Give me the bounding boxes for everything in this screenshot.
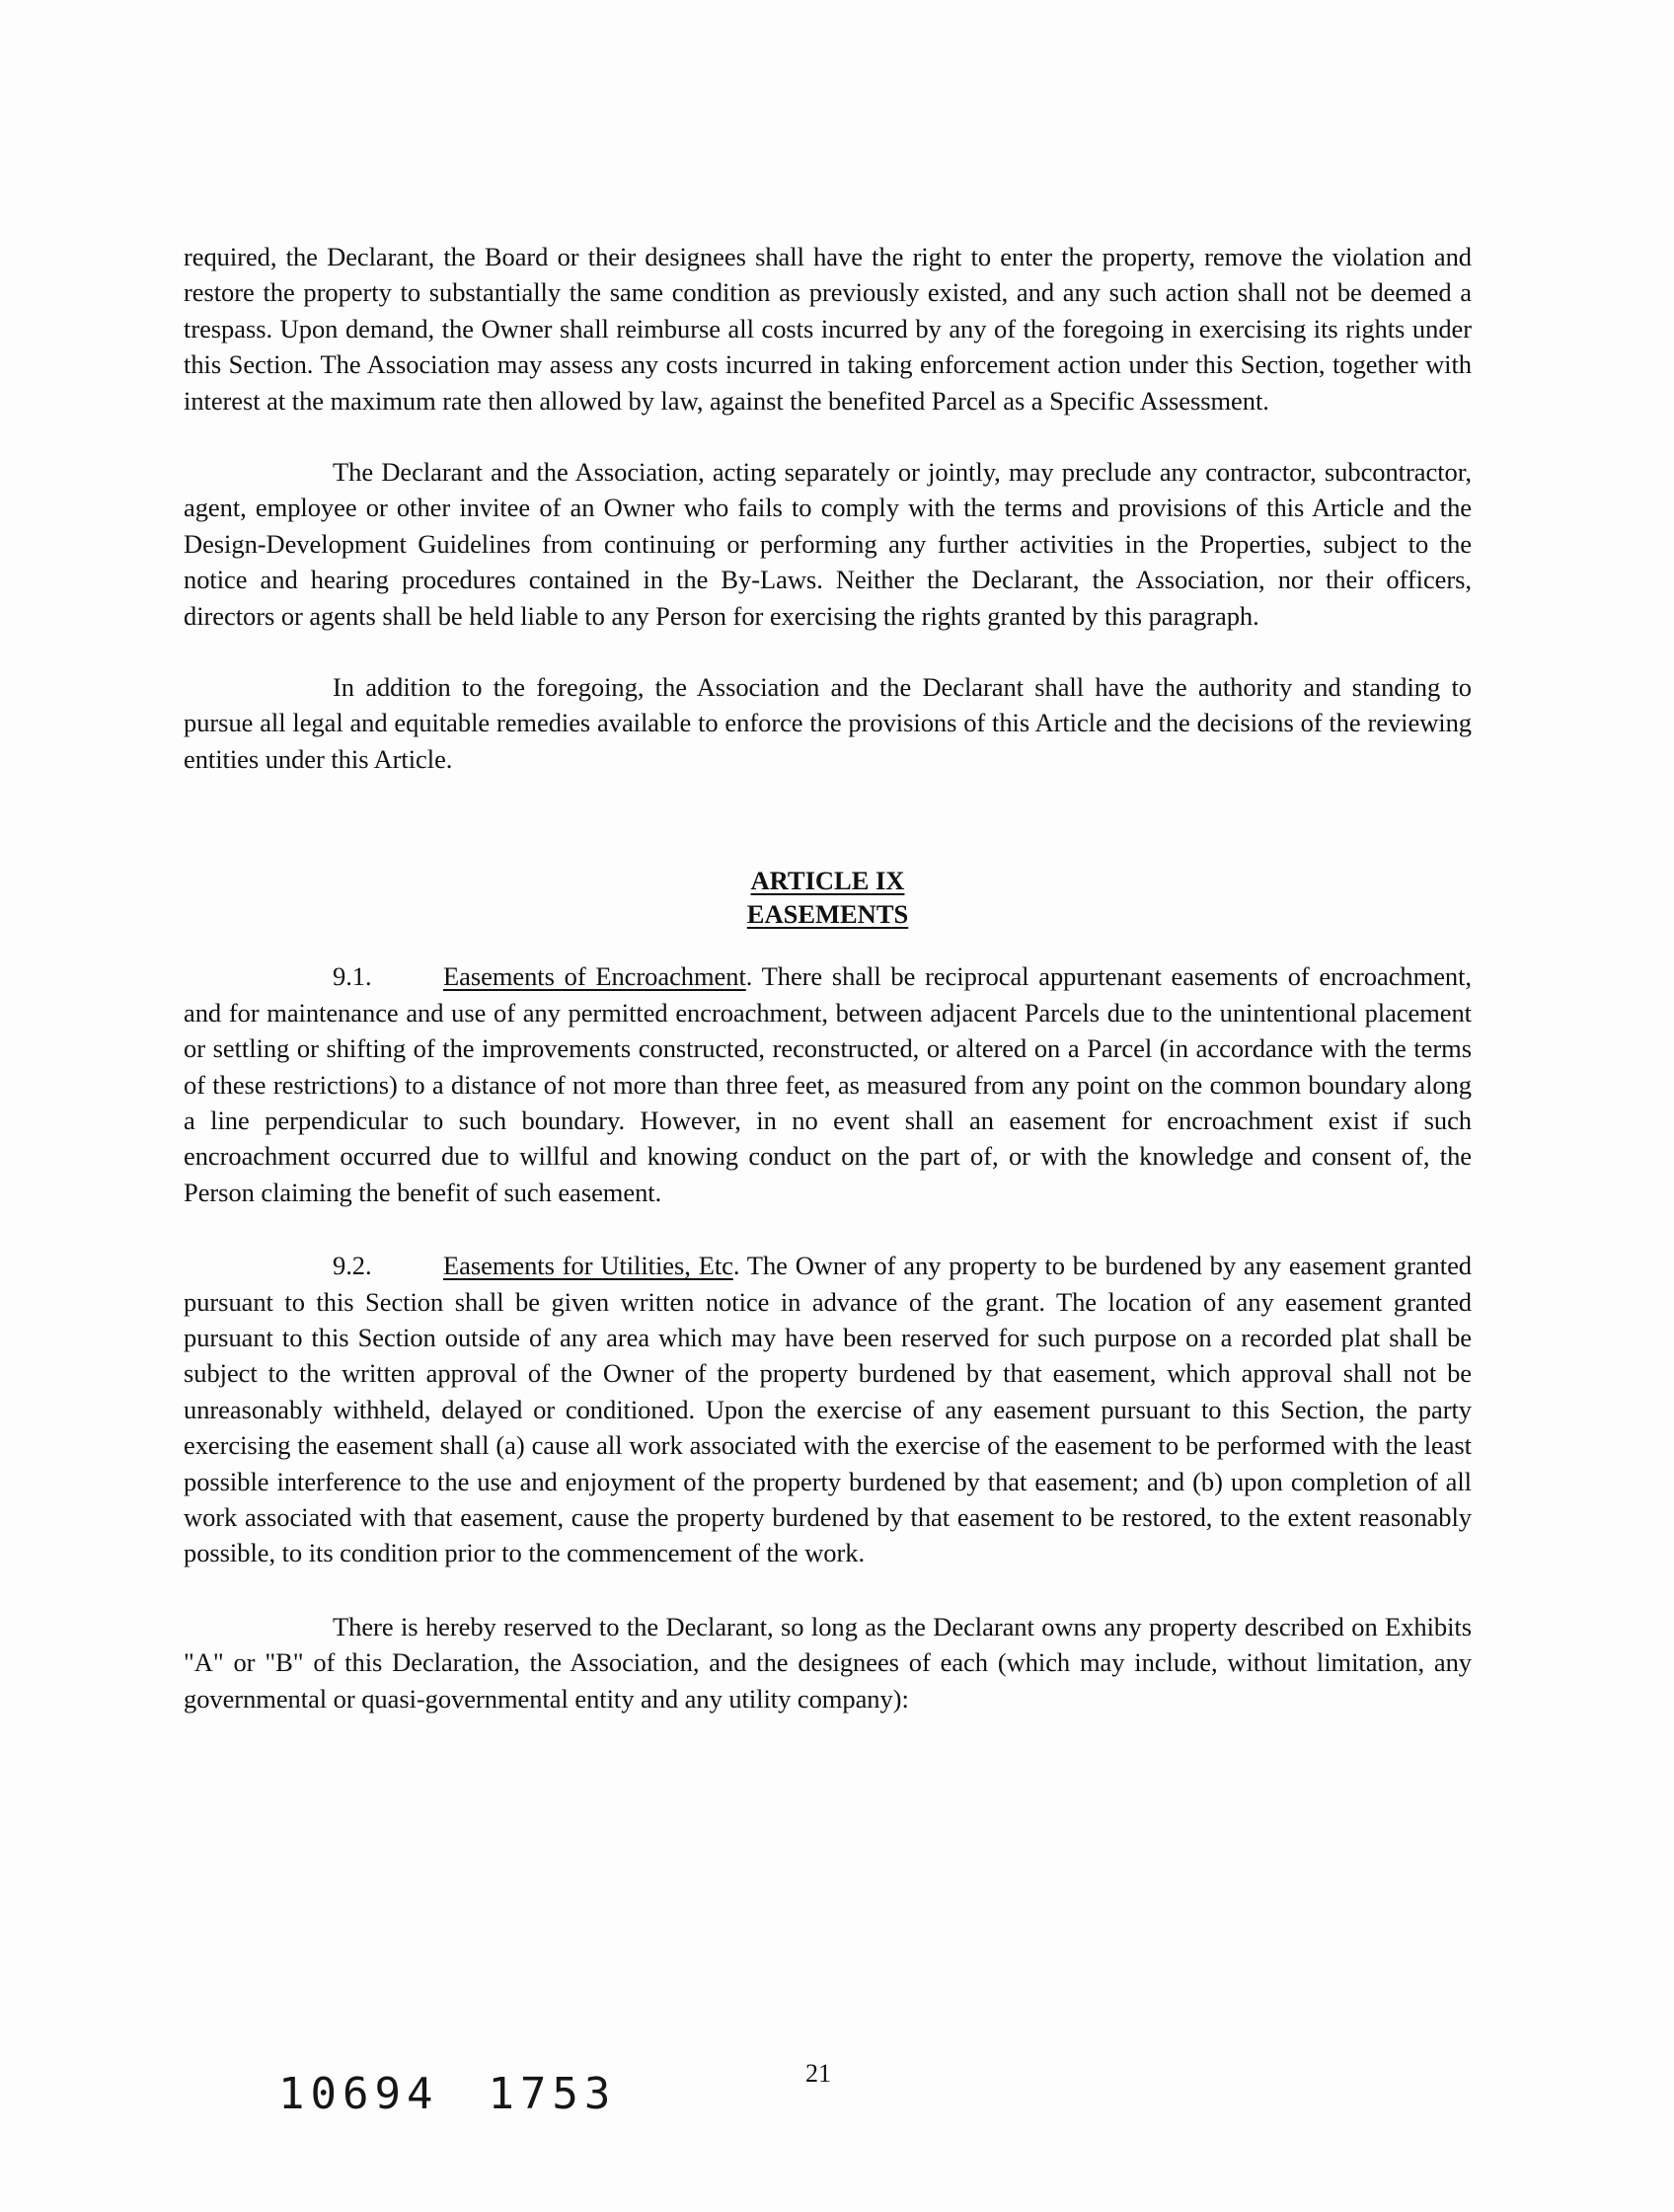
article-title-heading: EASEMENTS	[746, 899, 909, 930]
book-number: 10694	[278, 2069, 439, 2119]
section-9-2	[184, 1248, 1472, 1571]
paragraph-legal-remedies: In addition to the foregoing, the Association and the Declarant shall have the authority and standing to pursue all legal and equitable remedies available to enforce the provisions of this Article and the decisions of the reviewing entities under this Article.	[184, 672, 1472, 774]
paragraph-continuation: required, the Declarant, the Board or their designees shall have the right to enter the property, remove the violation and restore the property to substantially the same condition as previously existed, and any such action shall not be deemed a trespass. Upon demand, the Owner shall reimburse all costs incurred by any of the foregoing in exercising its rights under this Section. The Association may assess any costs incurred in taking enforcement action under this Section, together with interest at the maximum rate then allowed by law, against the benefited Parcel as a Specific Assessment.	[184, 242, 1472, 416]
page-number: 21	[805, 2059, 831, 2088]
section-number: 9.2.	[333, 1251, 372, 1281]
page-reference: 1753	[488, 2069, 617, 2119]
recording-stamp	[278, 2069, 616, 2119]
paragraph-contractor-preclusion: The Declarant and the Association, acting separately or jointly, may preclude any contractor, subcontractor, agent, employee or other invitee of an Owner who fails to comply with the terms and provisions of this Article and the Design-Development Guidelines from continuing or performing any further activities in the Properties, subject to the notice and hearing procedures contained in the By-Laws. Neither the Declarant, the Association, nor their officers, directors or agents shall be held liable to any Person for exercising the rights granted by this paragraph.	[184, 457, 1472, 631]
document-body	[184, 239, 1472, 1716]
section-number: 9.1.	[333, 961, 372, 992]
section-9-1	[184, 958, 1472, 1210]
section-title: Easements for Utilities, Etc	[443, 1251, 733, 1281]
section-title: Easements of Encroachment	[443, 961, 746, 992]
section-text: . The Owner of any property to be burdened by any easement granted pursuant to this Section shall be given written notice in advance of the grant. The location of any easement granted pursuant to this Section outside of any area which may have been reserved for such purpose on a recorded plat shall be subject to the written approval of the Owner of the property burdened by that easement, which approval shall not be unreasonably withheld, delayed or conditioned. Upon the exercise of any easement pursuant to this Section, the party exercising the easement shall (a) cause all work associated with the exercise of the easement to be performed with the least possible interference to the use and enjoyment of the property burdened by that easement; and (b) upon completion of all work associated with that easement, cause the property burdened by that easement to be restored, to the extent reasonably possible, to its condition prior to the commencement of the work.	[184, 1251, 1472, 1568]
section-text: . There shall be reciprocal appurtenant easements of encroachment, and for maintenance and use of any permitted encroachment, between adjacent Parcels due to the unintentional placement or settling or shifting of the improvements constructed, reconstructed, or altered on a Parcel (in accordance with the terms of these restrictions) to a distance of not more than three feet, as measured from any point on the common boundary along a line perpendicular to such boundary. However, in no event shall an easement for encroachment exist if such encroachment occurred due to willful and knowing conduct on the part of, or with the knowledge and consent of, the Person claiming the benefit of such easement.	[184, 961, 1472, 1207]
paragraph-reservation: There is hereby reserved to the Declarant, so long as the Declarant owns any property described on Exhibits "A" or "B" of this Declaration, the Association, and the designees of each (which may include, without limitation, any governmental or quasi-governmental entity and any utility company):	[184, 1611, 1472, 1714]
article-heading	[184, 864, 1472, 931]
article-number-heading: ARTICLE IX	[750, 866, 905, 896]
